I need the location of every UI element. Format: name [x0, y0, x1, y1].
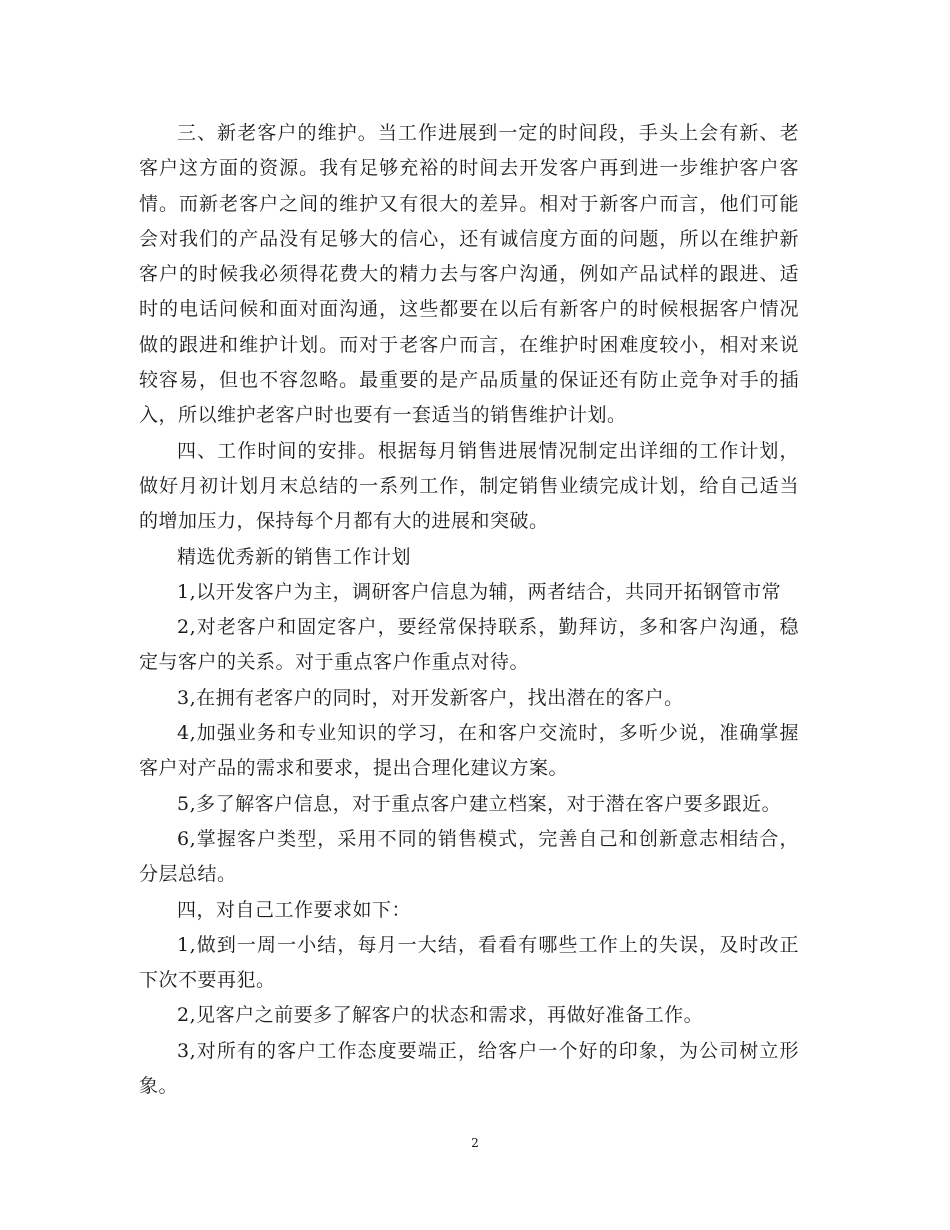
paragraph-work-schedule: 四、工作时间的安排。根据每月销售进展情况制定出详细的工作计划，做好月初计划月末总结的一系列工作，制定销售业绩完成计划，给自己适当的增加压力，保持每个月都有大的进展和突破。: [139, 439, 799, 533]
list-item-1: 1,以开发客户为主，调研客户信息为辅，两者结合，共同开拓钢管市常: [177, 580, 782, 603]
section-heading-work-requirements: 四，对自己工作要求如下：: [177, 898, 412, 921]
requirement-item-1: 1,做到一周一小结，每月一大结，看看有哪些工作上的失误，及时改正下次不要再犯。: [139, 933, 799, 992]
paragraph-customer-maintenance: 三、新老客户的维护。当工作进展到一定的时间段，手头上会有新、老客户这方面的资源。我有足够充裕的时间去开发客户再到进一步维护客户客情。而新老客户之间的维护又有很大的差异。相对于新客户而言，他们可能会对我们的产品没有足够大的信心，还有诚信度方面的问题，所以在维护新客户的时候我必须得花费大的精力去与客户沟通，例如产品试样的跟进、适时的电话问候和面对面沟通，这些都要在以后有新客户的时候根据客户情况做的跟进和维护计划。而对于老客户而言，在维护时困难度较小，相对来说较容易，但也不容忽略。最重要的是产品质量的保证还有防止竞争对手的插入，所以维护老客户时也要有一套适当的销售维护计划。: [139, 122, 799, 427]
document-body: [139, 116, 799, 1104]
page-number: 2: [471, 1136, 479, 1150]
list-item-2: 2,对老客户和固定客户，要经常保持联系，勤拜访，多和客户沟通，稳定与客户的关系。对于重点客户作重点对待。: [139, 616, 799, 674]
section-heading-sales-plan: 精选优秀新的销售工作计划: [177, 545, 412, 568]
list-item-3: 3,在拥有老客户的同时，对开发新客户，找出潜在的客户。: [177, 686, 684, 709]
requirement-item-3: 3,对所有的客户工作态度要端正，给客户一个好的印象，为公司树立形象。: [139, 1039, 799, 1098]
list-item-6: 6,掌握客户类型，采用不同的销售模式，完善自己和创新意志相结合，分层总结。: [139, 827, 799, 886]
requirement-item-2: 2,见客户之前要多了解客户的状态和需求，再做好准备工作。: [177, 1004, 704, 1027]
list-item-5: 5,多了解客户信息，对于重点客户建立档案，对于潜在客户要多跟近。: [177, 792, 782, 815]
list-item-4: 4,加强业务和专业知识的学习，在和客户交流时，多听少说，准确掌握客户对产品的需求和要求，提出合理化建议方案。: [139, 722, 799, 780]
